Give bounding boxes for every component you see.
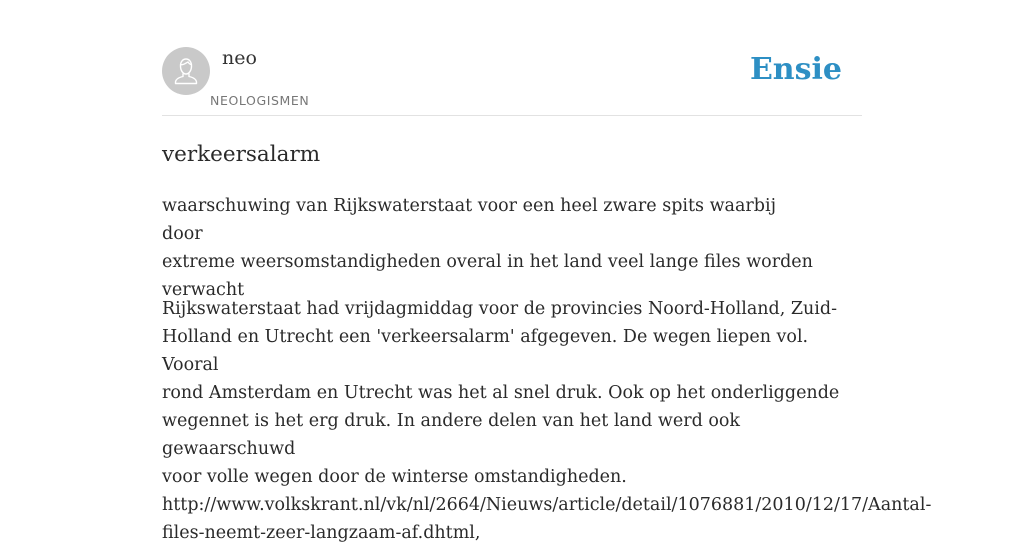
brand-logo[interactable]: Ensie	[749, 52, 842, 87]
entry-header	[162, 46, 862, 116]
example-line: rond Amsterdam en Utrecht was het al snel druk. Ook op het onderliggende	[162, 383, 840, 403]
username[interactable]: neo	[222, 47, 257, 69]
source-url-line: http://www.volkskrant.nl/vk/nl/2664/Nieuws/article/detail/1076881/2010/12/17/Aantal-	[162, 495, 932, 515]
definition-line: extreme weersomstandigheden overal in het land veel lange files worden	[162, 252, 813, 272]
example-line: Holland en Utrecht een 'verkeersalarm' afgegeven. De wegen liepen vol. Vooral	[162, 327, 809, 375]
user-silhouette-icon	[162, 47, 210, 95]
example-line: Rijkswaterstaat had vrijdagmiddag voor de provincies Noord-Holland, Zuid-	[162, 299, 837, 319]
example-line: voor volle wegen door de winterse omstandigheden.	[162, 467, 627, 487]
entry-term: verkeersalarm	[162, 142, 321, 167]
avatar[interactable]	[162, 47, 210, 95]
definition-line: waarschuwing van Rijkswaterstaat voor een heel zware spits waarbij door	[162, 196, 777, 244]
source-url-line: files-neemt-zeer-langzaam-af.dhtml,	[162, 523, 481, 543]
entry-example	[162, 295, 932, 547]
header-divider	[162, 115, 862, 116]
entry-definition	[162, 192, 822, 304]
category-label[interactable]: NEOLOGISMEN	[210, 93, 310, 108]
definition-line: verwacht	[162, 280, 245, 300]
example-line: wegennet is het erg druk. In andere delen van het land werd ook gewaarschuwd	[162, 411, 741, 459]
